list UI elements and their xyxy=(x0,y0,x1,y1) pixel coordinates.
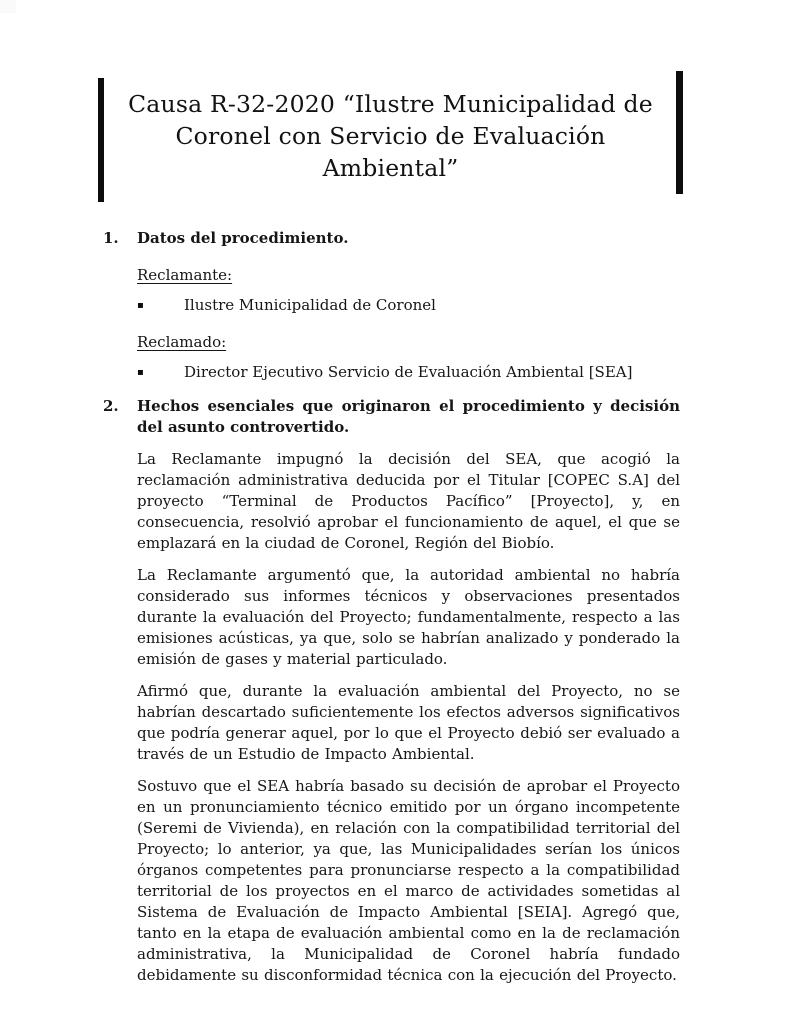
section-heading: Datos del procedimiento. xyxy=(137,229,349,247)
paragraph-1: La Reclamante impugnó la decisión del SEA, que acogió la reclamación administrativa deducida por el Titular [COPEC S.A] del proyecto “Terminal de Productos Pacífico” [Proyecto], y, en consecuencia, resolvió aprobar el funcionamiento de aquel, el que se emplazará en la ciudad de Coronel, Región del Biobío. xyxy=(137,450,680,552)
bullet-square-icon: ▪ xyxy=(137,367,144,378)
section-datos-del-procedimiento xyxy=(103,228,683,383)
section-number: 1. xyxy=(103,229,119,247)
title-right-bar xyxy=(676,71,683,194)
case-title-banner xyxy=(98,71,683,202)
reclamante-label: Reclamante: xyxy=(137,266,233,284)
case-title-line-2: Coronel con Servicio de Evaluación Ambiental” xyxy=(175,122,606,182)
document-body xyxy=(103,228,683,986)
section-heading: Hechos esenciales que originaron el procedimiento y decisión del asunto controvertido. xyxy=(137,397,680,436)
case-title xyxy=(108,88,673,184)
reclamante-name: Ilustre Municipalidad de Coronel xyxy=(184,296,436,314)
title-left-bar xyxy=(98,78,104,202)
reclamado-name: Director Ejecutivo Servicio de Evaluación Ambiental [SEA] xyxy=(184,363,633,381)
bullet-square-icon: ▪ xyxy=(137,300,144,311)
section-number: 2. xyxy=(103,397,119,415)
list-item-reclamante xyxy=(137,295,680,316)
list-item-reclamado xyxy=(137,362,680,383)
paragraph-4: Sostuvo que el SEA habría basado su decisión de aprobar el Proyecto en un pronunciamiento técnico emitido por un órgano incompetente (Seremi de Vivienda), en relación con la compatibilidad territorial del Proyecto; lo anterior, ya que, las Municipalidades serían los únicos órganos competentes para pronunciarse respecto a la compatibilidad territorial de los proyectos en el marco de actividades sometidas al Sistema de Evaluación de Impacto Ambiental [SEIA]. Agregó que, tanto en la etapa de evaluación ambiental como en la de reclamación administrativa, la Municipalidad de Coronel habría fundado debidamente su disconformidad técnica con la ejecución del Proyecto. xyxy=(137,777,680,984)
paragraph-3: Afirmó que, durante la evaluación ambiental del Proyecto, no se habrían descartado suficientemente los efectos adversos significativos que podría generar aquel, por lo que el Proyecto debió ser evaluado a través de un Estudio de Impacto Ambiental. xyxy=(137,682,680,763)
section-hechos-esenciales xyxy=(103,396,683,986)
reclamado-label: Reclamado: xyxy=(137,333,227,351)
paragraph-2: La Reclamante argumentó que, la autoridad ambiental no habría considerado sus informes técnicos y observaciones presentados durante la evaluación del Proyecto; fundamentalmente, respecto a las emisiones acústicas, ya que, solo se habrían analizado y ponderado la emisión de gases y material particulado. xyxy=(137,566,680,668)
scan-artifact xyxy=(0,0,16,13)
case-title-line-1: Causa R-32-2020 “Ilustre Municipalidad de xyxy=(128,90,653,118)
